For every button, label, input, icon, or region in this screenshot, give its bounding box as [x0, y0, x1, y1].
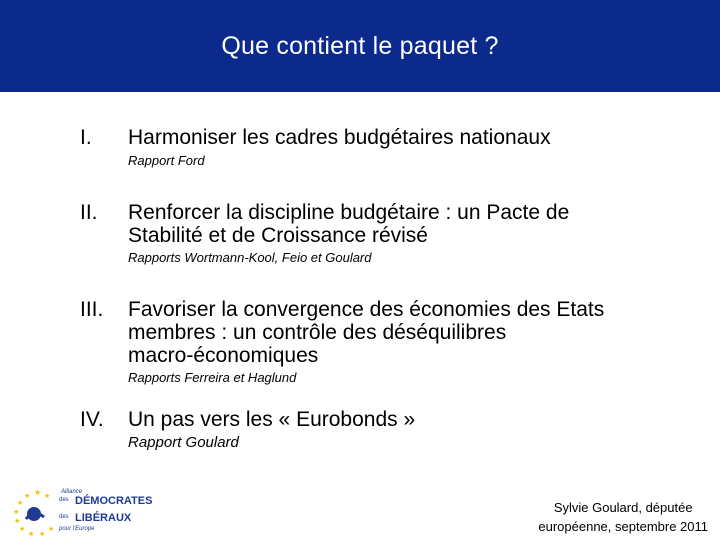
- item-subtext: Rapport Goulard: [128, 434, 239, 451]
- footer-line: Sylvie Goulard, députée: [553, 500, 693, 515]
- item-text-line: membres : un contrôle des déséquilibres: [128, 321, 507, 344]
- svg-text:★: ★: [28, 530, 35, 537]
- item-subtext: Rapports Ferreira et Haglund: [128, 370, 297, 385]
- item-text: [128, 298, 604, 367]
- item-text: Un pas vers les « Eurobonds »: [128, 408, 416, 431]
- item-text: [128, 201, 569, 247]
- svg-text:★: ★: [19, 525, 26, 533]
- item-text-line: Favoriser la convergence des économies des Etats: [128, 298, 605, 321]
- footer-line: européenne, septembre 2011: [538, 519, 708, 534]
- item-text-line: Stabilité et de Croissance révisé: [128, 224, 428, 247]
- footer-credit: [538, 498, 708, 536]
- item-numeral: IV.: [80, 408, 104, 431]
- title-bar: [0, 0, 720, 92]
- slide-title: Que contient le paquet ?: [221, 32, 499, 60]
- item-subtext: Rapports Wortmann-Kool, Feio et Goulard: [128, 250, 372, 265]
- item-text-line: Renforcer la discipline budgétaire : un Pacte de: [128, 201, 570, 224]
- item-numeral: III.: [80, 298, 104, 321]
- item-numeral: II.: [80, 201, 98, 224]
- item-text: Harmoniser les cadres budgétaires nationaux: [128, 126, 551, 149]
- svg-text:★: ★: [44, 492, 51, 500]
- logo-line: pour l'Europe: [59, 526, 95, 532]
- svg-text:★: ★: [24, 492, 31, 500]
- svg-text:★: ★: [34, 488, 42, 497]
- logo-word: LIBÉRAUX: [75, 512, 132, 524]
- logo-line: des: [59, 514, 69, 520]
- svg-text:★: ★: [13, 508, 20, 516]
- svg-text:★: ★: [14, 517, 21, 525]
- svg-text:★: ★: [48, 525, 55, 533]
- logo-line: des: [59, 497, 69, 503]
- svg-text:★: ★: [39, 530, 46, 537]
- item-text-line: macro-économiques: [128, 344, 319, 367]
- logo-word: DÉMOCRATES: [75, 495, 153, 507]
- alde-logo: [12, 487, 152, 537]
- svg-text:★: ★: [17, 499, 24, 507]
- star-circle-icon: [12, 487, 58, 537]
- logo-line: Alliance: [61, 489, 83, 495]
- item-numeral: I.: [80, 126, 92, 149]
- item-subtext: Rapport Ford: [128, 153, 205, 168]
